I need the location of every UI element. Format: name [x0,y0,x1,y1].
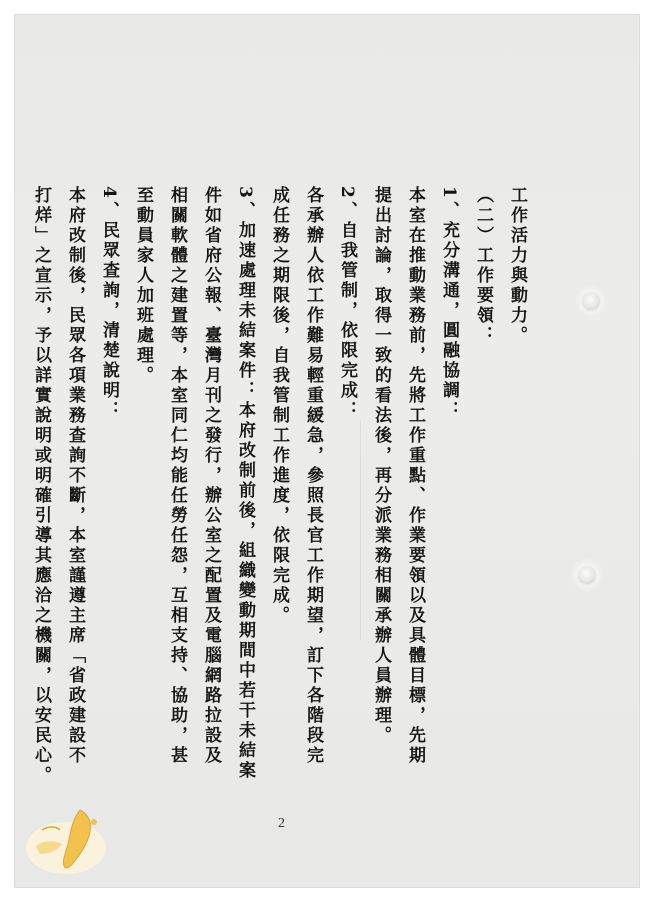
punch-hole-bottom [578,566,596,584]
vertical-text-body [24,186,534,826]
page-number: 2 [278,816,285,831]
text-line-10: 件如省府公報、臺灣月刊之發行，辦公室之配置及電腦網路拉設及 [201,186,221,766]
text-line-2: （二）工作要領： [473,186,493,346]
taiwan-map-logo-icon [22,800,122,880]
text-line-13: 4、民眾查詢，清楚說明： [99,186,119,421]
text-line-4: 本室在推動業務前，先將工作重點、作業要領以及具體目標，先期 [405,186,425,766]
text-line-7: 各承辦人依工作難易輕重緩急，參照長官工作期望，訂下各階段完 [303,186,323,766]
text-line-11: 相關軟體之建置等，本室同仁均能任勞任怨，互相支持、協助，甚 [167,186,187,766]
text-line-15: 打烊」之宣示，予以詳實說明或明確引導其應洽之機關，以安民心。 [31,186,51,786]
text-line-6: 2、自我管制，依限完成： [337,186,357,421]
text-line-14: 本府改制後，民眾各項業務查詢不斷，本室謹遵主席「省政建設不 [65,186,85,766]
text-line-12: 至動員家人加班處理。 [133,186,153,386]
text-line-9: 3、加速處理未結案件：本府改制前後，組織變動期間中若干未結案 [235,186,255,781]
text-line-8: 成任務之期限後，自我管制工作進度，依限完成。 [269,186,289,626]
text-line-5: 提出討論，取得一致的看法後，再分派業務相關承辦人員辦理。 [371,186,391,746]
text-line-3: 1、充分溝通，圓融協調： [439,186,459,421]
text-line-1: 工作活力與動力。 [507,186,527,346]
punch-hole-top [582,292,600,310]
